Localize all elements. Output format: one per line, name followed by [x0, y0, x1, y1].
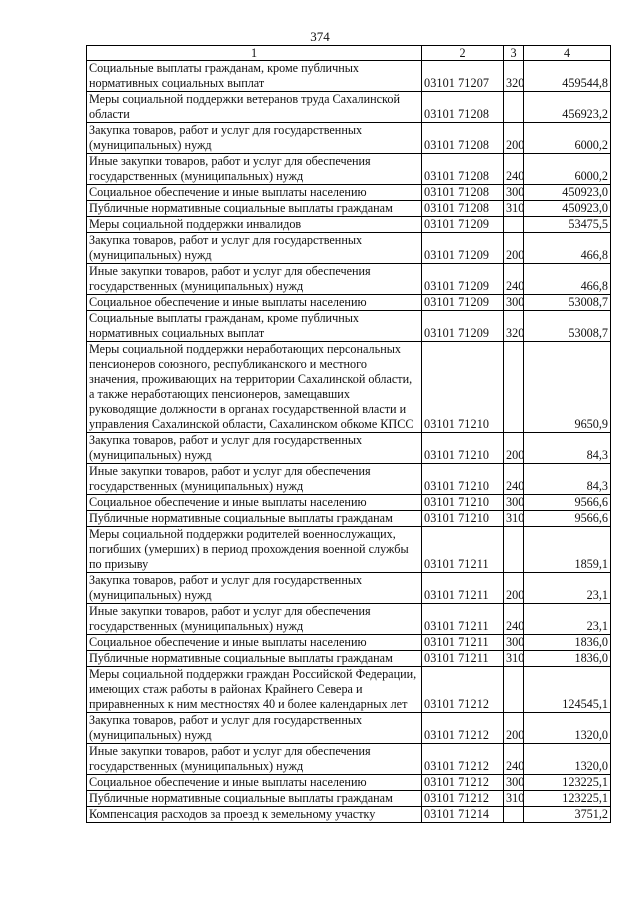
- row-amount: 1320,0: [524, 744, 611, 775]
- table-row: [87, 154, 611, 185]
- row-type: 240: [504, 264, 524, 295]
- table-row: [87, 464, 611, 495]
- table-row: [87, 713, 611, 744]
- row-name: Социальное обеспечение и иные выплаты населению: [87, 295, 422, 311]
- row-name: Закупка товаров, работ и услуг для государственных (муниципальных) нужд: [87, 123, 422, 154]
- table-row: [87, 807, 611, 823]
- row-type: 300: [504, 495, 524, 511]
- table-row: [87, 185, 611, 201]
- row-type: [504, 667, 524, 713]
- row-amount: 23,1: [524, 604, 611, 635]
- row-type: 300: [504, 185, 524, 201]
- column-header-type: 3: [504, 46, 524, 61]
- row-code: 03101 71208: [422, 92, 504, 123]
- table-row: [87, 123, 611, 154]
- row-amount: 84,3: [524, 433, 611, 464]
- row-name: Публичные нормативные социальные выплаты гражданам: [87, 511, 422, 527]
- row-name: Публичные нормативные социальные выплаты гражданам: [87, 201, 422, 217]
- row-code: 03101 71211: [422, 635, 504, 651]
- row-amount: 450923,0: [524, 185, 611, 201]
- row-code: 03101 71211: [422, 604, 504, 635]
- row-name: Закупка товаров, работ и услуг для государственных (муниципальных) нужд: [87, 233, 422, 264]
- row-name: Социальное обеспечение и иные выплаты населению: [87, 495, 422, 511]
- table-row: [87, 233, 611, 264]
- row-type: 300: [504, 635, 524, 651]
- table-row: [87, 92, 611, 123]
- table-row: [87, 264, 611, 295]
- row-name: Социальные выплаты гражданам, кроме публичных нормативных социальных выплат: [87, 311, 422, 342]
- row-type: [504, 342, 524, 433]
- row-type: 200: [504, 433, 524, 464]
- row-type: 300: [504, 775, 524, 791]
- table-row: [87, 495, 611, 511]
- row-code: 03101 71210: [422, 495, 504, 511]
- row-code: 03101 71209: [422, 295, 504, 311]
- row-amount: 9566,6: [524, 495, 611, 511]
- table-row: [87, 573, 611, 604]
- table-row: [87, 791, 611, 807]
- row-amount: 1836,0: [524, 651, 611, 667]
- table-row: [87, 295, 611, 311]
- row-amount: 1859,1: [524, 527, 611, 573]
- row-code: 03101 71210: [422, 464, 504, 495]
- row-code: 03101 71210: [422, 342, 504, 433]
- row-name: Социальное обеспечение и иные выплаты населению: [87, 775, 422, 791]
- row-type: 320: [504, 311, 524, 342]
- column-header-name: 1: [87, 46, 422, 61]
- budget-table: [86, 45, 611, 823]
- row-code: 03101 71207: [422, 61, 504, 92]
- row-name: Меры социальной поддержки неработающих персональных пенсионеров союзного, республиканского и местного значения, проживающих на территории Сахалинской области, а также неработающих пенсионеров, замещавших руководящие должности в органах государственной власти и управления Сахалинской области, Сахалинском обкоме КПСС: [87, 342, 422, 433]
- row-code: 03101 71209: [422, 264, 504, 295]
- row-name: Закупка товаров, работ и услуг для государственных (муниципальных) нужд: [87, 433, 422, 464]
- row-amount: 124545,1: [524, 667, 611, 713]
- row-type: 320: [504, 61, 524, 92]
- row-name: Компенсация расходов за проезд к земельному участку: [87, 807, 422, 823]
- row-amount: 9566,6: [524, 511, 611, 527]
- row-type: 200: [504, 123, 524, 154]
- row-amount: 466,8: [524, 233, 611, 264]
- row-amount: 53475,5: [524, 217, 611, 233]
- table-row: [87, 604, 611, 635]
- table-row: [87, 667, 611, 713]
- row-type: 240: [504, 744, 524, 775]
- table-row: [87, 201, 611, 217]
- row-type: 310: [504, 201, 524, 217]
- row-amount: 23,1: [524, 573, 611, 604]
- row-amount: 466,8: [524, 264, 611, 295]
- row-amount: 1836,0: [524, 635, 611, 651]
- table-row: [87, 342, 611, 433]
- row-name: Меры социальной поддержки ветеранов труда Сахалинской области: [87, 92, 422, 123]
- row-type: [504, 527, 524, 573]
- table-row: [87, 775, 611, 791]
- column-header-amount: 4: [524, 46, 611, 61]
- row-code: 03101 71212: [422, 791, 504, 807]
- column-header-code: 2: [422, 46, 504, 61]
- row-type: 310: [504, 651, 524, 667]
- table-row: [87, 527, 611, 573]
- row-amount: 9650,9: [524, 342, 611, 433]
- table-row: [87, 744, 611, 775]
- row-code: 03101 71212: [422, 713, 504, 744]
- table-row: [87, 651, 611, 667]
- row-code: 03101 71208: [422, 154, 504, 185]
- row-type: 310: [504, 511, 524, 527]
- table-header-row: [87, 46, 611, 61]
- row-amount: 53008,7: [524, 311, 611, 342]
- table-row: [87, 61, 611, 92]
- row-code: 03101 71211: [422, 527, 504, 573]
- row-amount: 450923,0: [524, 201, 611, 217]
- row-type: 300: [504, 295, 524, 311]
- row-code: 03101 71208: [422, 201, 504, 217]
- row-code: 03101 71209: [422, 311, 504, 342]
- table-row: [87, 433, 611, 464]
- row-amount: 456923,2: [524, 92, 611, 123]
- row-amount: 3751,2: [524, 807, 611, 823]
- row-type: 310: [504, 791, 524, 807]
- row-name: Социальное обеспечение и иные выплаты населению: [87, 185, 422, 201]
- page-number: 374: [310, 29, 330, 44]
- row-code: 03101 71214: [422, 807, 504, 823]
- row-amount: 6000,2: [524, 123, 611, 154]
- row-name: Иные закупки товаров, работ и услуг для обеспечения государственных (муниципальных) нужд: [87, 464, 422, 495]
- row-name: Закупка товаров, работ и услуг для государственных (муниципальных) нужд: [87, 573, 422, 604]
- row-code: 03101 71212: [422, 667, 504, 713]
- row-name: Закупка товаров, работ и услуг для государственных (муниципальных) нужд: [87, 713, 422, 744]
- row-type: 200: [504, 573, 524, 604]
- table-row: [87, 635, 611, 651]
- row-type: 240: [504, 154, 524, 185]
- row-code: 03101 71212: [422, 775, 504, 791]
- row-name: Иные закупки товаров, работ и услуг для обеспечения государственных (муниципальных) нужд: [87, 154, 422, 185]
- row-amount: 459544,8: [524, 61, 611, 92]
- row-amount: 1320,0: [524, 713, 611, 744]
- table-row: [87, 511, 611, 527]
- row-name: Социальное обеспечение и иные выплаты населению: [87, 635, 422, 651]
- row-name: Иные закупки товаров, работ и услуг для обеспечения государственных (муниципальных) нужд: [87, 744, 422, 775]
- row-name: Меры социальной поддержки граждан Российской Федерации, имеющих стаж работы в районах Крайнего Севера и приравненных к ним местностях 40 и более календарных лет: [87, 667, 422, 713]
- row-code: 03101 71208: [422, 185, 504, 201]
- row-type: 240: [504, 464, 524, 495]
- row-type: 240: [504, 604, 524, 635]
- row-code: 03101 71211: [422, 651, 504, 667]
- table-row: [87, 217, 611, 233]
- row-code: 03101 71211: [422, 573, 504, 604]
- row-code: 03101 71212: [422, 744, 504, 775]
- row-name: Меры социальной поддержки родителей военнослужащих, погибших (умерших) в период прохождения военной службы по призыву: [87, 527, 422, 573]
- row-amount: 84,3: [524, 464, 611, 495]
- table-body: [87, 61, 611, 823]
- row-code: 03101 71210: [422, 433, 504, 464]
- row-code: 03101 71209: [422, 217, 504, 233]
- table-row: [87, 311, 611, 342]
- row-type: 200: [504, 713, 524, 744]
- row-code: 03101 71210: [422, 511, 504, 527]
- row-code: 03101 71209: [422, 233, 504, 264]
- row-name: Иные закупки товаров, работ и услуг для обеспечения государственных (муниципальных) нужд: [87, 604, 422, 635]
- row-type: [504, 92, 524, 123]
- row-amount: 123225,1: [524, 775, 611, 791]
- row-amount: 53008,7: [524, 295, 611, 311]
- row-name: Социальные выплаты гражданам, кроме публичных нормативных социальных выплат: [87, 61, 422, 92]
- row-amount: 6000,2: [524, 154, 611, 185]
- row-name: Публичные нормативные социальные выплаты гражданам: [87, 651, 422, 667]
- row-name: Публичные нормативные социальные выплаты гражданам: [87, 791, 422, 807]
- row-name: Меры социальной поддержки инвалидов: [87, 217, 422, 233]
- row-type: [504, 807, 524, 823]
- row-type: 200: [504, 233, 524, 264]
- row-type: [504, 217, 524, 233]
- row-code: 03101 71208: [422, 123, 504, 154]
- row-amount: 123225,1: [524, 791, 611, 807]
- row-name: Иные закупки товаров, работ и услуг для обеспечения государственных (муниципальных) нужд: [87, 264, 422, 295]
